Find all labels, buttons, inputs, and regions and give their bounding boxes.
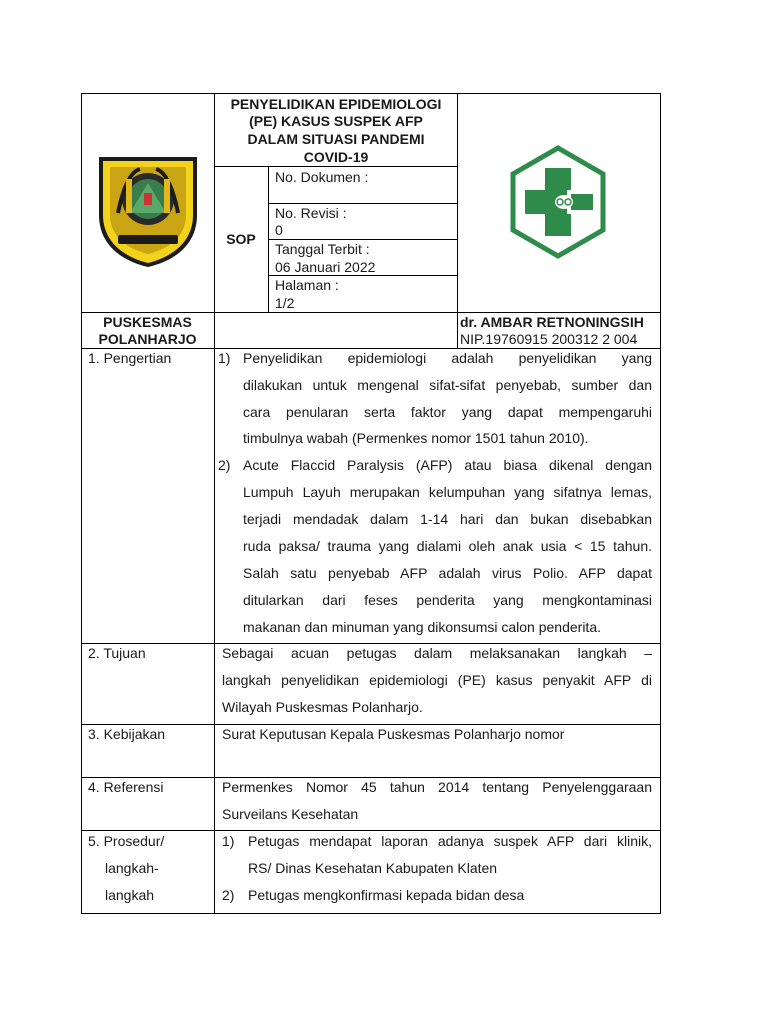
head-name: dr. AMBAR RETNONINGSIH: [460, 314, 644, 330]
pengertian-item-2-line-3: terjadi mendadak dalam 1-14 hari dan bukan disebabkan: [243, 511, 652, 527]
tujuan-line-1: Sebagai acuan petugas dalam melaksanakan langkah –: [222, 645, 652, 661]
header-bottom-line: [81, 312, 661, 313]
title-line-1: PENYELIDIKAN EPIDEMIOLOGI: [230, 96, 442, 112]
pengertian-item-2-line-4: ruda paksa/ trauma yang dialami oleh anak usia < 15 tahun.: [243, 538, 652, 554]
section-label-kebijakan: 3. Kebijakan: [88, 726, 166, 742]
referensi-line-1: Permenkes Nomor 45 tahun 2014 tentang Penyelenggaraan: [222, 779, 652, 795]
pengertian-item-1-line-2: dilakukan untuk mengenal sifat-sifat penyebab, sumber dan: [243, 377, 652, 393]
section-label-prosedur-line-1: 5. Prosedur/: [88, 833, 165, 849]
row-line-kebijakan: [81, 724, 661, 725]
table-border-bottom: [81, 913, 661, 914]
pengertian-item-1-number: 1): [218, 350, 231, 366]
prosedur-item-1-line-1: Petugas mendapat laporan adanya suspek AFP dari klinik,: [248, 833, 652, 849]
no-revisi-value: 0: [275, 222, 283, 238]
halaman-label: Halaman :: [275, 277, 339, 293]
pengertian-item-1-line-4: timbulnya wabah (Permenkes nomor 1501 tahun 2010).: [243, 430, 589, 446]
table-border-left: [81, 93, 82, 914]
prosedur-item-1-number: 1): [222, 833, 235, 849]
table-divider-col1: [214, 93, 215, 914]
klaten-regency-crest-icon: [96, 153, 200, 269]
referensi-line-2: Surveilans Kesehatan: [222, 806, 359, 822]
header-row-line-3: [268, 275, 458, 276]
header-row-line-2: [268, 239, 458, 240]
head-nip: NIP.19760915 200312 2 004: [460, 331, 638, 347]
header-title-underline: [214, 166, 458, 167]
title-line-2: (PE) KASUS SUSPEK AFP: [249, 113, 423, 129]
no-revisi-label: No. Revisi :: [275, 205, 347, 221]
org-name-line-1: PUSKESMAS: [103, 314, 192, 330]
pengertian-item-2-number: 2): [218, 457, 231, 473]
section-label-referensi: 4. Referensi: [88, 779, 164, 795]
section-label-prosedur-line-2: langkah-: [105, 860, 159, 876]
tanggal-terbit-value: 06 Januari 2022: [275, 259, 376, 275]
kebijakan-line-1: Surat Keputusan Kepala Puskesmas Polanharjo nomor: [222, 726, 565, 742]
tujuan-line-3: Wilayah Puskesmas Polanharjo.: [222, 699, 423, 715]
tanggal-terbit-label: Tanggal Terbit :: [275, 241, 370, 257]
header-row-line-1: [268, 203, 458, 204]
pengertian-item-2-line-1: Acute Flaccid Paralysis (AFP) atau biasa dikenal dengan: [243, 457, 652, 473]
row-line-pengertian: [81, 348, 661, 349]
pengertian-item-1-line-1: Penyelidikan epidemiologi adalah penyelidikan yang: [243, 350, 652, 366]
section-label-pengertian: 1. Pengertian: [88, 350, 172, 366]
prosedur-item-1-line-2: RS/ Dinas Kesehatan Kabupaten Klaten: [248, 860, 498, 876]
puskesmas-cross-hexagon-icon: [509, 144, 607, 260]
row-line-referensi: [81, 777, 661, 778]
table-border-right: [660, 93, 661, 914]
no-dokumen-label: No. Dokumen :: [275, 169, 369, 185]
section-label-tujuan: 2. Tujuan: [88, 645, 146, 661]
table-border-top: [81, 93, 661, 94]
org-name-line-2: POLANHARJO: [98, 331, 197, 347]
prosedur-item-2-line-1: Petugas mengkonfirmasi kepada bidan desa: [248, 887, 525, 903]
tujuan-line-2: langkah penyelidikan epidemiologi (PE) kasus penyakit AFP di: [222, 672, 652, 688]
prosedur-item-2-number: 2): [222, 887, 235, 903]
section-label-prosedur-line-3: langkah: [105, 887, 155, 903]
title-line-4: COVID-19: [303, 149, 369, 165]
row-line-tujuan: [81, 643, 661, 644]
row-line-prosedur: [81, 830, 661, 831]
title-line-3: DALAM SITUASI PANDEMI: [247, 131, 425, 147]
pengertian-item-2-line-2: Lumpuh Layuh merupakan kelumpuhan yang sifatnya lemas,: [243, 484, 652, 500]
pengertian-item-2-line-5: Salah satu penyebab AFP adalah virus Polio. AFP dapat: [243, 565, 652, 581]
halaman-value: 1/2: [275, 295, 295, 311]
pengertian-item-1-line-3: cara penularan serta faktor yang dapat mempengaruhi: [243, 404, 652, 420]
sop-label: SOP: [226, 231, 256, 247]
pengertian-item-2-line-7: makanan dan minuman yang dikonsumsi calon penderita.: [243, 619, 601, 635]
pengertian-item-2-line-6: ditularkan dari feses penderita yang mengkontaminasi: [243, 592, 652, 608]
